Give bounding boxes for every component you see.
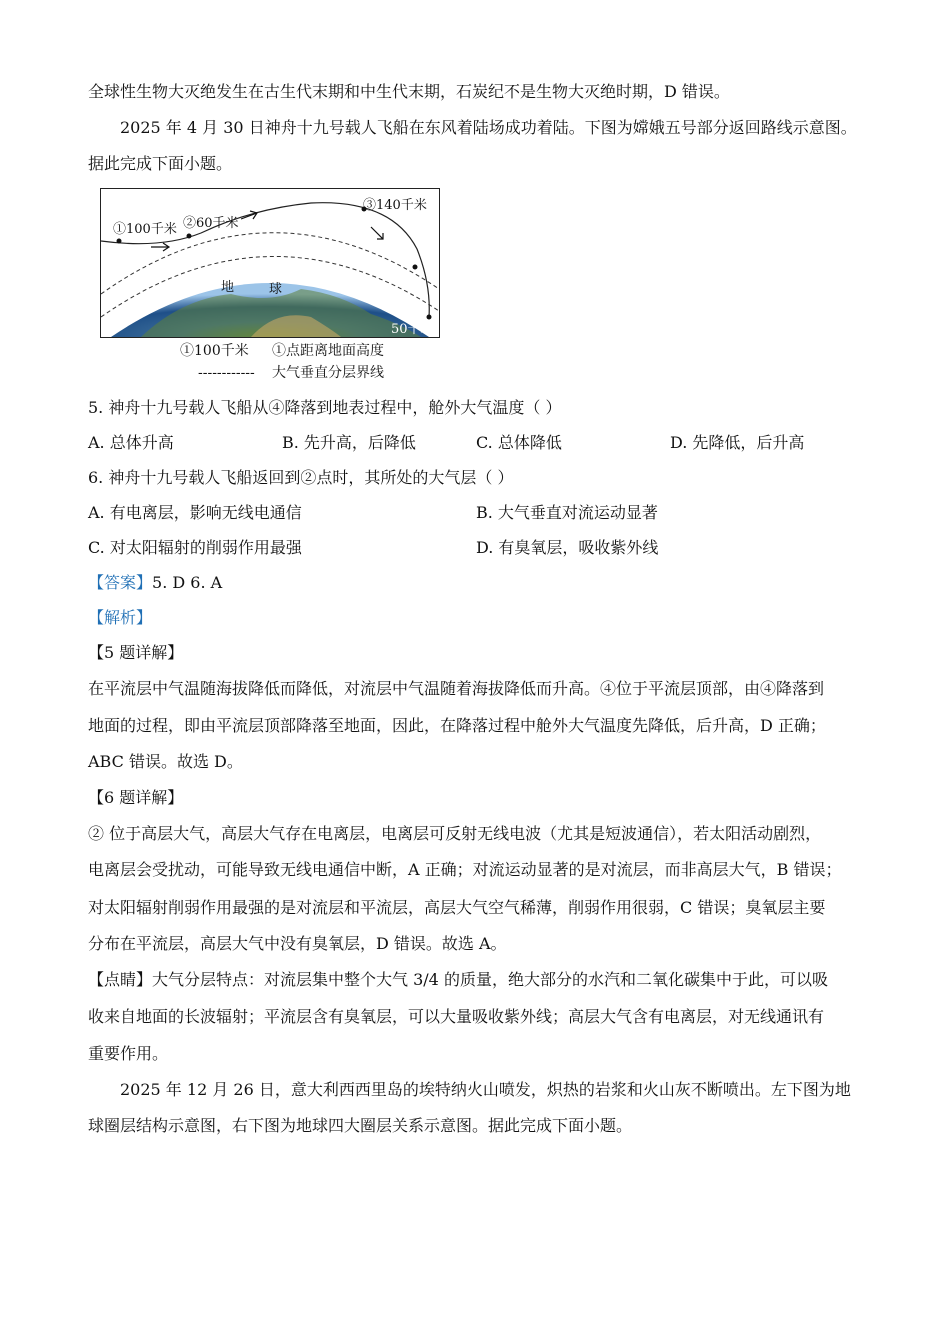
q6-option-d: D. 有臭氧层，吸收紫外线 [476,538,659,557]
tip-line: 重要作用。 [88,1044,169,1063]
arrow-icon [151,243,169,251]
label-point-1: ①100千米 [113,222,177,237]
question-intro: 2025 年 4 月 30 日神舟十九号载人飞船在东风着陆场成功着陆。下图为嫦娥五号部分返回路线示意图。 [120,118,857,137]
tip-text: 大气分层特点：对流层集中整个大气 3/4 的质量，绝大部分的水汽和二氧化碳集中于此，可以吸 [152,970,828,989]
legend-example: ①100千米 [180,343,249,359]
text-line: 据此完成下面小题。 [88,154,233,173]
q6-detail-line: 电离层会受扰动，可能导致无线电通信中断，A 正确；对流运动显著的是对流层，而非高层大气，B 错误； [88,860,842,879]
label-point-4-height: 50千米 [391,322,434,337]
label-point-4: ④ [411,306,423,321]
legend-example-desc: ①点距离地面高度 [272,343,384,359]
answer-label: 【答案】 [88,573,153,592]
q6-detail-line: 对太阳辐射削弱作用最强的是对流层和平流层，高层大气空气稀薄，削弱作用很弱，C 错误；臭氧层主要 [88,898,826,917]
q6-detail-line: ② 位于高层大气，高层大气存在电离层，电离层可反射无线电波（尤其是短波通信），若太阳活动剧烈， [88,824,822,843]
answer-text: 5. D 6. A [152,573,223,592]
tip-line [88,970,828,990]
tip-label: 【点睛】 [88,970,153,989]
q5-detail-line: 地面的过程，即由平流层顶部降落至地面，因此，在降落过程中舱外大气温度先降低，后升高，D 正确； [88,716,826,735]
q6-option-c: C. 对太阳辐射的削弱作用最强 [88,538,302,557]
analysis-label: 【解析】 [88,608,153,627]
q6-detail-title: 【6 题详解】 [88,788,184,807]
q6-detail-line: 分布在平流层，高层大气中没有臭氧层，D 错误。故选 A。 [88,934,507,953]
point-2 [187,234,192,239]
q5-detail-line: ABC 错误。故选 D。 [88,752,243,771]
earth-label-right: 球 [269,282,283,297]
legend-dash-desc: 大气垂直分层界线 [272,365,384,381]
answer-line [88,573,222,593]
text-line: 全球性生物大灭绝发生在古生代末期和中生代末期，石炭纪不是生物大灭绝时期，D 错误。 [88,82,730,101]
question-5-stem: 5. 神舟十九号载人飞船从④降落到地表过程中，舱外大气温度（ ） [88,398,562,417]
q5-option-a: A. 总体升高 [88,433,174,452]
arrow-icon [371,227,383,239]
legend-dash-line: ------------ [198,365,255,381]
label-point-2: ②60千米 [183,216,239,231]
q5-detail-title: 【5 题详解】 [88,643,184,662]
label-point-3: ③140千米 [363,198,427,213]
point-1 [117,239,122,244]
q6-option-b: B. 大气垂直对流运动显著 [476,503,658,522]
return-route-figure [100,188,440,338]
question-6-stem: 6. 神舟十九号载人飞船返回到②点时，其所处的大气层（ ） [88,468,514,487]
q5-option-d: D. 先降低，后升高 [670,433,805,452]
q5-option-b: B. 先升高，后降低 [282,433,416,452]
next-question-intro: 球圈层结构示意图，右下图为地球四大圈层关系示意图。据此完成下面小题。 [88,1116,633,1135]
tip-line: 收来自地面的长波辐射；平流层含有臭氧层，可以大量吸收紫外线；高层大气含有电离层，对无线通讯有 [88,1007,825,1026]
q6-option-a: A. 有电离层，影响无线电通信 [88,503,302,522]
route-point [413,265,418,270]
q5-option-c: C. 总体降低 [476,433,562,452]
earth-label-left: 地 [221,280,235,295]
q5-detail-line: 在平流层中气温随海拔降低而降低，对流层中气温随着海拔降低而升高。④位于平流层顶部，由④降落到 [88,679,825,698]
next-question-intro: 2025 年 12 月 26 日，意大利西西里岛的埃特纳火山喷发，炽热的岩浆和火山灰不断喷出。左下图为地 [120,1080,851,1099]
point-4 [427,315,432,320]
return-route-diagram [101,189,439,337]
